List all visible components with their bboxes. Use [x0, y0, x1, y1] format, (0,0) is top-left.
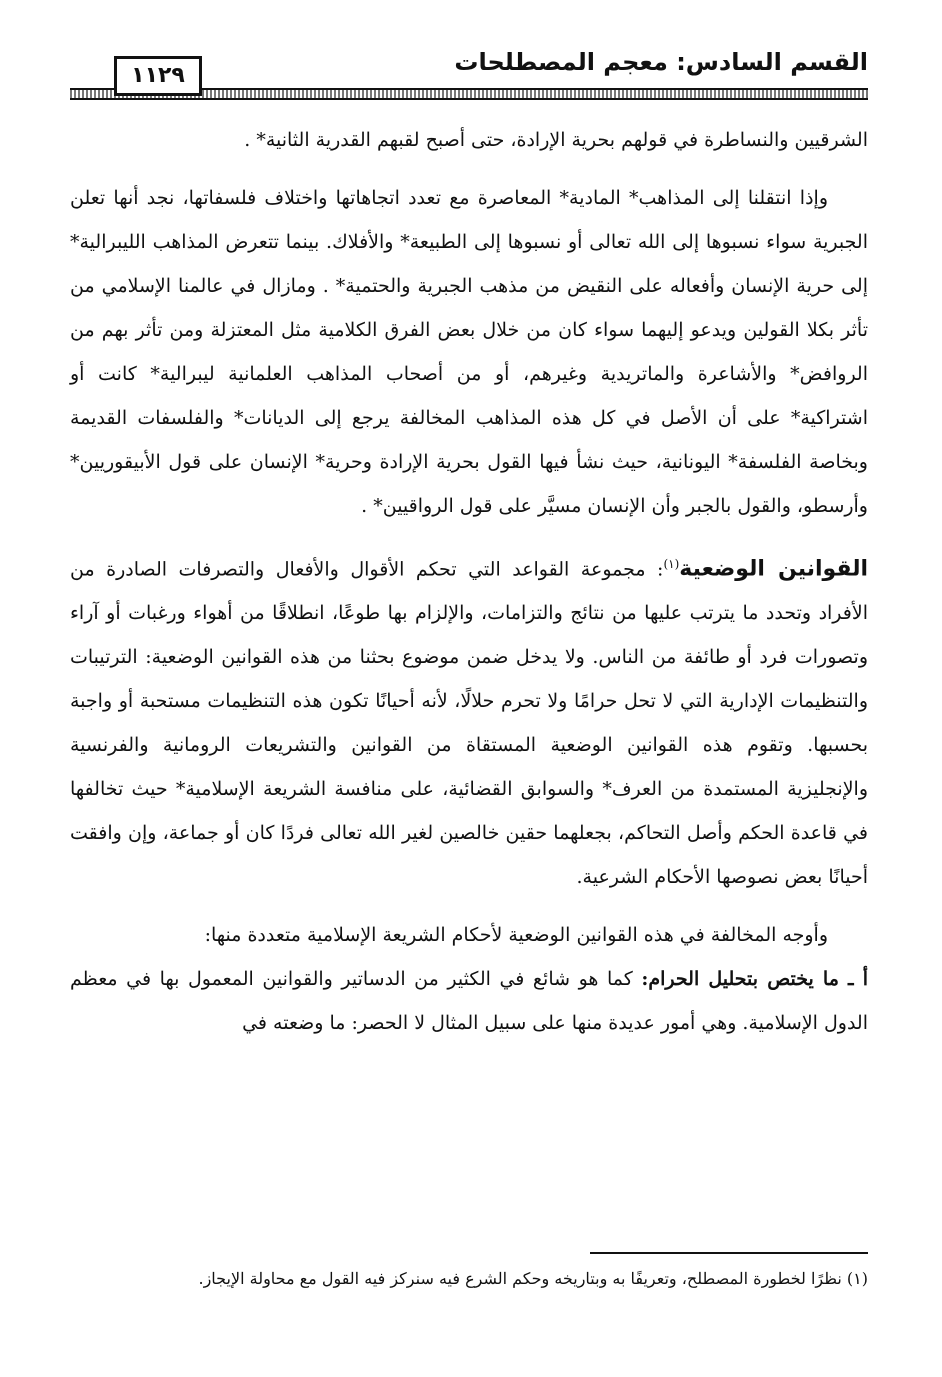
entry-term: القوانين الوضعية — [679, 556, 868, 582]
footnote — [70, 1262, 868, 1296]
section-title: القسم السادس: معجم المصطلحات — [454, 48, 868, 76]
page-header — [70, 40, 868, 98]
footnote-ref: (١) — [663, 557, 680, 571]
paragraph-1: الشرقيين والنساطرة في قولهم بحرية الإرادة، حتى أصبح لقبهم القدرية الثانية* . — [244, 129, 868, 151]
footnote-separator — [590, 1252, 868, 1254]
paragraph-5 — [70, 957, 868, 1045]
paragraph-3 — [70, 542, 868, 899]
paragraph-2: وإذا انتقلنا إلى المذاهب* المادية* المعاصرة مع تعدد اتجاهاتها واختلاف فلسفاتها، نجد أنها تعلن الجبرية سواء نسبوها إلى الله تعالى أو نسبوها إلى الطبيعة* والأفلاك. بينما تتعرض المذاهب الليبرالية* إلى حرية الإنسان وأفعاله على النقيض من مذهب الجبرية والحتمية* . ومازال في عالمنا الإسلامي من تأثر بكلا القولين ويدعو إليهما سواء كان من خلال بعض الفرق الكلامية مثل المعتزلة ومن تأثر بهم من الروافض* والأشاعرة والماتريدية وغيرهم، أو من أصحاب المذاهب العلمانية ليبرالية* كانت أو اشتراكية* على أن الأصل في كل هذه المذاهب المخالفة يرجع إلى الديانات* والفلسفات القديمة وبخاصة الفلسفة* اليونانية، حيث نشأ فيها القول بحرية الإرادة وحرية* الإنسان على قول الأبيقوريين* وأرسطو، والقول بالجبر وأن الإنسان مسيَّر على قول الرواقيين* . — [70, 187, 868, 517]
body-text — [70, 118, 868, 1045]
paragraph-4: وأوجه المخالفة في هذه القوانين الوضعية لأحكام الشريعة الإسلامية متعددة منها: — [204, 924, 828, 947]
item-text: كما هو شائع في الكثير من الدساتير والقوانين المعمول بها في معظم الدول الإسلامية. وهي أمور عديدة منها على سبيل المثال لا الحصر: ما وضعته في — [70, 968, 868, 1035]
entry-definition: : مجموعة القواعد التي تحكم الأقوال والأفعال والتصرفات الصادرة من الأفراد وتحدد ما يترتب عليها من نتائج والتزامات، والإلزام بها طوعًا، انطلاقًا من أهواء ورغبات أو آراء وتصورات فرد أو طائفة من الناس. ولا يدخل ضمن موضوع بحثنا من هذه القوانين الوضعية: الترتيبات والتنظيمات الإدارية التي لا تحل حرامًا ولا تحرم حلالًا، لأنه أحيانًا تكون هذه التنظيمات مستحبة أو واجبة بحسبها. وتقوم هذه القوانين الوضعية المستقاة من القوانين والتشريعات الرومانية والفرنسية والإنجليزية المستمدة من العرف* والسوابق القضائية، على منافسة الشريعة الإسلامية* حيث تخالفها في قاعدة الحكم وأصل التحاكم، بجعلهما حقين خالصين لغير الله تعالى فردًا كان أو جماعة، وإن وافقت أحيانًا بعض نصوصها الأحكام الشرعية. — [70, 558, 868, 889]
item-label: أ ـ ما يختص بتحليل الحرام: — [641, 968, 868, 991]
page-number: ١١٢٩ — [114, 56, 202, 96]
footnote-text: (١) نظرًا لخطورة المصطلح، وتعريفًا به وبتاريخه وحكم الشرع فيه سنركز فيه القول مع محاولة الإيجاز. — [198, 1269, 868, 1288]
